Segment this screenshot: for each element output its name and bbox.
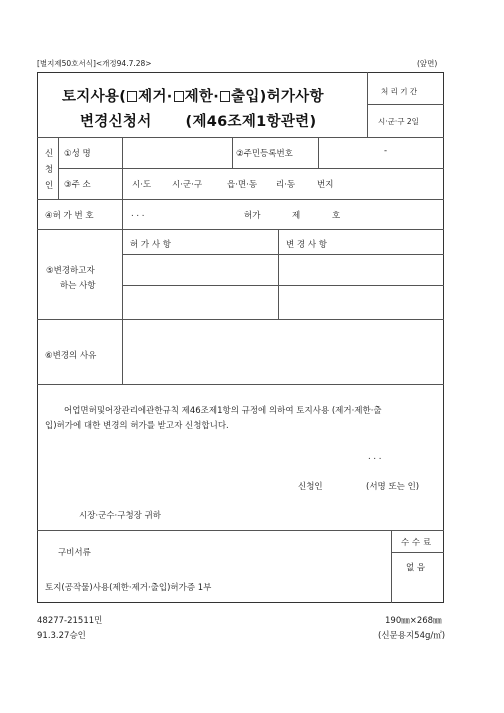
statement-line2: 입)허가에 대한 변경의 허가를 받고자 신청합니다. — [45, 421, 229, 431]
checkbox-entry[interactable] — [220, 91, 230, 102]
address-ridong: 리·동 — [276, 180, 296, 190]
checkbox-remove[interactable] — [127, 91, 137, 102]
form-title-line2: 변경신청서 (제46조제1항관련) — [80, 114, 317, 130]
footer-size: 190㎜×268㎜ — [385, 616, 442, 626]
change-col-changed: 변 경 사 항 — [286, 240, 327, 250]
form-id: [별지제50호서식] — [37, 59, 96, 68]
change-permit-cell-2[interactable] — [123, 286, 277, 318]
change-permit-cell-1[interactable] — [123, 255, 277, 284]
permit-ho: 호 — [332, 211, 341, 221]
fee-value: 없 음 — [406, 563, 426, 573]
change-col-permit: 허 가 사 항 — [130, 240, 171, 250]
checkbox-restrict[interactable] — [174, 91, 184, 102]
processing-label: 처 리 기 간 — [381, 87, 418, 96]
documents-label: 구비서류 — [58, 548, 91, 558]
permit-number-label: ④허 가 번 호 — [45, 211, 94, 221]
application-date[interactable]: . . . — [368, 452, 382, 462]
fee-label: 수 수 료 — [401, 538, 432, 548]
permit-heoga: 허가 — [244, 211, 261, 221]
name-label: ①성 명 — [64, 149, 91, 159]
form-title-line1: 토지사용( 제거· 제한· 출입)허가사항 — [62, 89, 324, 105]
address-bunji: 번지 — [317, 180, 334, 190]
address-sigungu: 시·군·구 — [172, 180, 203, 190]
footer-paper: (신문용지54g/㎡) — [378, 631, 446, 641]
page-side: (앞면) — [417, 59, 438, 68]
change-label-line1: ⑤변경하고자 — [46, 266, 95, 276]
revision-note: <개정94.7.28> — [95, 59, 152, 68]
change-changed-cell-1[interactable] — [279, 255, 443, 284]
reason-label: ⑥변경의 사유 — [45, 351, 97, 361]
statement-line1: 어업면허및어장관리에관한규칙 제46조제1항의 규정에 의하여 토지사용 (제거·제한·출 — [64, 406, 382, 416]
documents-item: 토지(공작물)사용(제한·제거·출입)허가증 1부 — [45, 583, 212, 593]
change-label-line2: 하는 사항 — [60, 281, 96, 291]
name-field[interactable] — [124, 140, 230, 166]
processing-value: 시·군·구 2일 — [378, 117, 419, 126]
addressee: 시장·군수·구청장 귀하 — [79, 511, 162, 521]
change-changed-cell-2[interactable] — [279, 286, 443, 318]
permit-je: 제 — [292, 211, 301, 221]
footer-code: 48277-21511민 — [37, 616, 103, 626]
permit-date-dots: . . . — [131, 209, 145, 219]
rrn-value[interactable]: - — [384, 146, 388, 156]
footer-approved: 91.3.27승인 — [37, 631, 86, 641]
signature-field[interactable]: (서명 또는 인) — [366, 482, 420, 492]
applicant-sign-label: 신청인 — [298, 482, 323, 492]
address-eupmyeondong: 읍·면·동 — [227, 180, 258, 190]
address-label: ③주 소 — [64, 180, 91, 190]
applicant-section-char-2: 청 — [45, 165, 54, 175]
applicant-section-char-3: 인 — [45, 181, 54, 191]
applicant-section-char-1: 신 — [45, 149, 54, 159]
reason-field[interactable] — [124, 321, 442, 382]
rrn-label: ②주민등록번호 — [236, 149, 293, 159]
address-sido: 시·도 — [132, 180, 152, 190]
